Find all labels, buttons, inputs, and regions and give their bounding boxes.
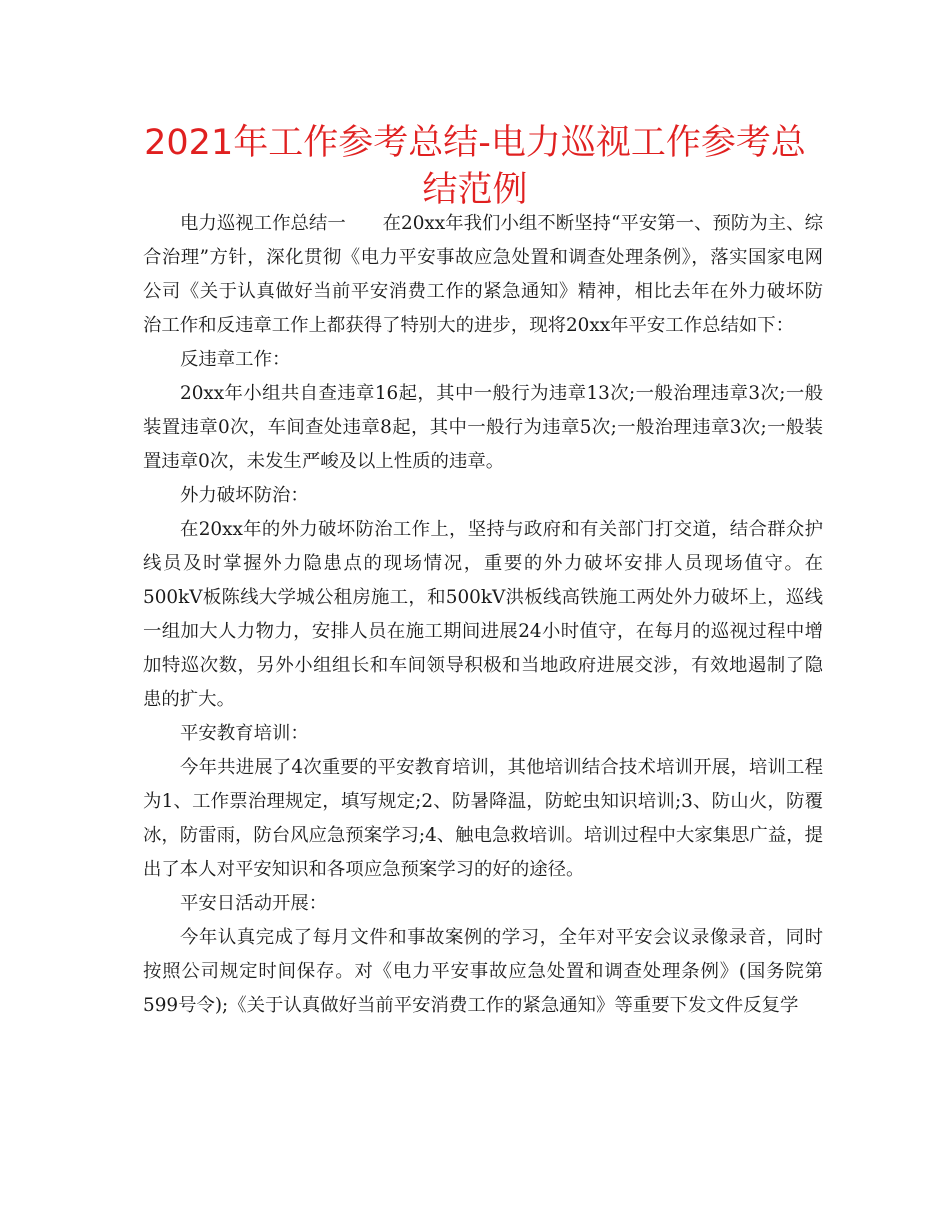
paragraph-intro: 电力巡视工作总结一 在20xx年我们小组不断坚持“平安第一、预防为主、综合治理”方针，深化贯彻《电力平安事故应急处置和调查处理条例》，落实国家电网公司《关于认真做好当前平安消费工作的紧急通知》精神，相比去年在外力破坏防治工作和反违章工作上都获得了特别大的进步，现将20xx年平安工作总结如下： [143, 213, 823, 336]
paragraph-anti-violation: 20xx年小组共自查违章16起，其中一般行为违章13次;一般治理违章3次;一般装置违章0次，车间查处违章8起，其中一般行为违章5次;一般治理违章3次;一般装置违章0次，未发生严峻及以上性质的违章。 [143, 383, 823, 472]
paragraph-safety-training: 今年共进展了4次重要的平安教育培训，其他培训结合技术培训开展，培训工程为1、工作票治理规定，填写规定;2、防暑降温，防蛇虫知识培训;3、防山火，防覆冰，防雷雨，防台风应急预案学习;4、触电急救培训。培训过程中大家集思广益，提出了本人对平安知识和各项应急预案学习的好的途径。 [143, 757, 823, 880]
section-heading-external-damage: 外力破坏防治： [180, 485, 309, 506]
document-body [143, 207, 823, 1023]
section-heading-safety-day: 平安日活动开展： [180, 893, 328, 914]
paragraph-external-damage: 在20xx年的外力破坏防治工作上，坚持与政府和有关部门打交道，结合群众护线员及时掌握外力隐患点的现场情况，重要的外力破坏安排人员现场值守。在500kV板陈线大学城公租房施工，和500kV洪板线高铁施工两处外力破坏上，巡线一组加大人力物力，安排人员在施工期间进展24小时值守，在每月的巡视过程中增加特巡次数，另外小组组长和车间领导积极和当地政府进展交涉，有效地遏制了隐患的扩大。 [143, 519, 823, 710]
paragraph-safety-day: 今年认真完成了每月文件和事故案例的学习，全年对平安会议录像录音，同时按照公司规定时间保存。对《电力平安事故应急处置和调查处理条例》(国务院第599号令);《关于认真做好当前平安消费工作的紧急通知》等重要下发文件反复学 [143, 927, 823, 1016]
section-heading-safety-training: 平安教育培训： [180, 723, 309, 744]
section-heading-anti-violation: 反违章工作： [180, 349, 291, 370]
document-title: 2021年工作参考总结-电力巡视工作参考总结范例 [144, 123, 806, 210]
